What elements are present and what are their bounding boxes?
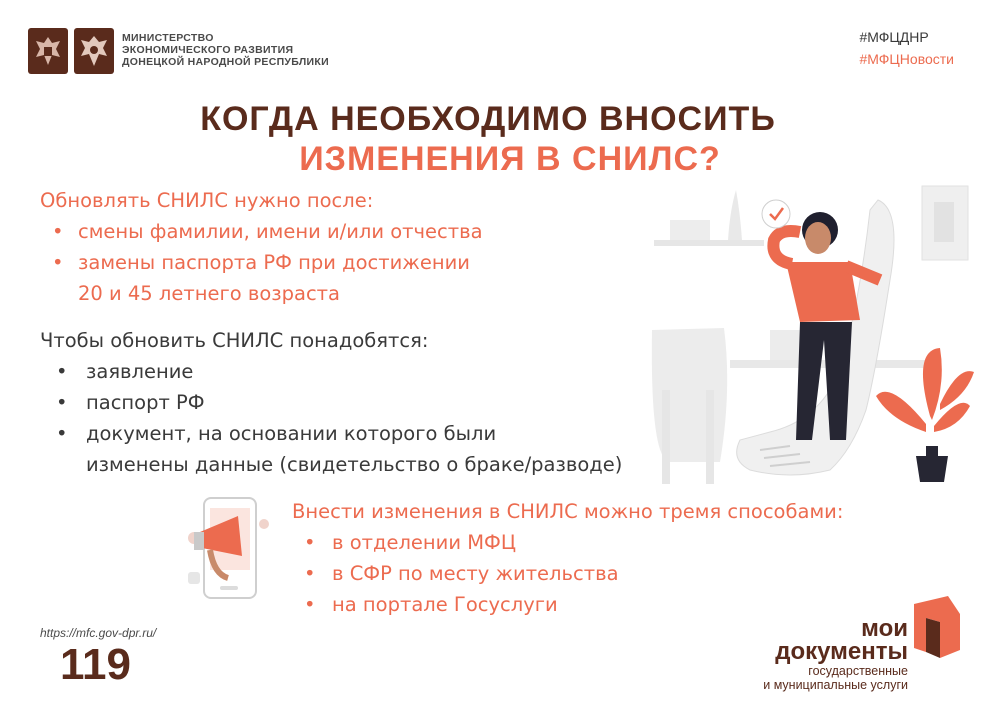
ministry-line: ДОНЕЦКОЙ НАРОДНОЙ РЕСПУБЛИКИ xyxy=(122,56,329,68)
emblems xyxy=(28,28,114,74)
update-heading: Обновлять СНИЛС нужно после: xyxy=(40,189,374,212)
ways-list xyxy=(292,527,843,620)
ministry-line: МИНИСТЕРСТВО xyxy=(122,32,214,44)
coat-of-arms-russia-icon xyxy=(28,28,68,74)
list-item-continuation: 20 и 45 летнего возраста xyxy=(78,282,340,305)
docs-section xyxy=(40,325,622,480)
hashtags xyxy=(860,26,955,70)
hashtag-mfcdnr: #МФЦДНР xyxy=(859,29,929,45)
brand-line: документы xyxy=(775,638,908,665)
brand-line: государственные xyxy=(808,664,908,678)
moi-dokumenty-brand xyxy=(763,615,908,692)
hashtag-mfcnews: #МФЦНовости xyxy=(859,51,954,67)
list-item: • на портале Госуслуги xyxy=(292,589,843,620)
update-section xyxy=(40,185,483,309)
ministry-name xyxy=(122,32,329,68)
site-url[interactable]: https://mfc.gov-dpr.ru/ xyxy=(40,626,157,640)
brand-line: и муниципальные услуги xyxy=(763,678,908,692)
list-item: • паспорт РФ xyxy=(40,387,622,418)
moi-dokumenty-logo-icon xyxy=(910,594,964,660)
item-number: 119 xyxy=(60,640,131,689)
list-item: • замены паспорта РФ при достижении xyxy=(40,247,483,278)
list-item: • документ, на основании которого были xyxy=(40,418,622,449)
phone-megaphone-icon xyxy=(184,494,274,604)
ministry-line: ЭКОНОМИЧЕСКОГО РАЗВИТИЯ xyxy=(122,44,294,56)
list-item: • в отделении МФЦ xyxy=(292,527,843,558)
list-item: • в СФР по месту жительства xyxy=(292,558,843,589)
update-list xyxy=(40,216,483,278)
person-with-document-illustration xyxy=(640,170,980,500)
docs-heading: Чтобы обновить СНИЛС понадобятся: xyxy=(40,329,429,352)
ways-section xyxy=(292,496,843,620)
docs-list xyxy=(40,356,622,449)
list-item-continuation: изменены данные (свидетельство о браке/разводе) xyxy=(86,453,623,476)
list-item: • смены фамилии, имени и/или отчества xyxy=(40,216,483,247)
page-title-line-1: КОГДА НЕОБХОДИМО ВНОСИТЬ xyxy=(200,100,776,138)
coat-of-arms-dpr-icon xyxy=(74,28,114,74)
brand-line: мои xyxy=(861,615,908,642)
page-title-line-2: ИЗМЕНЕНИЯ В СНИЛС? xyxy=(299,140,721,178)
list-item: • заявление xyxy=(40,356,622,387)
ways-heading: Внести изменения в СНИЛС можно тремя способами: xyxy=(292,500,844,523)
